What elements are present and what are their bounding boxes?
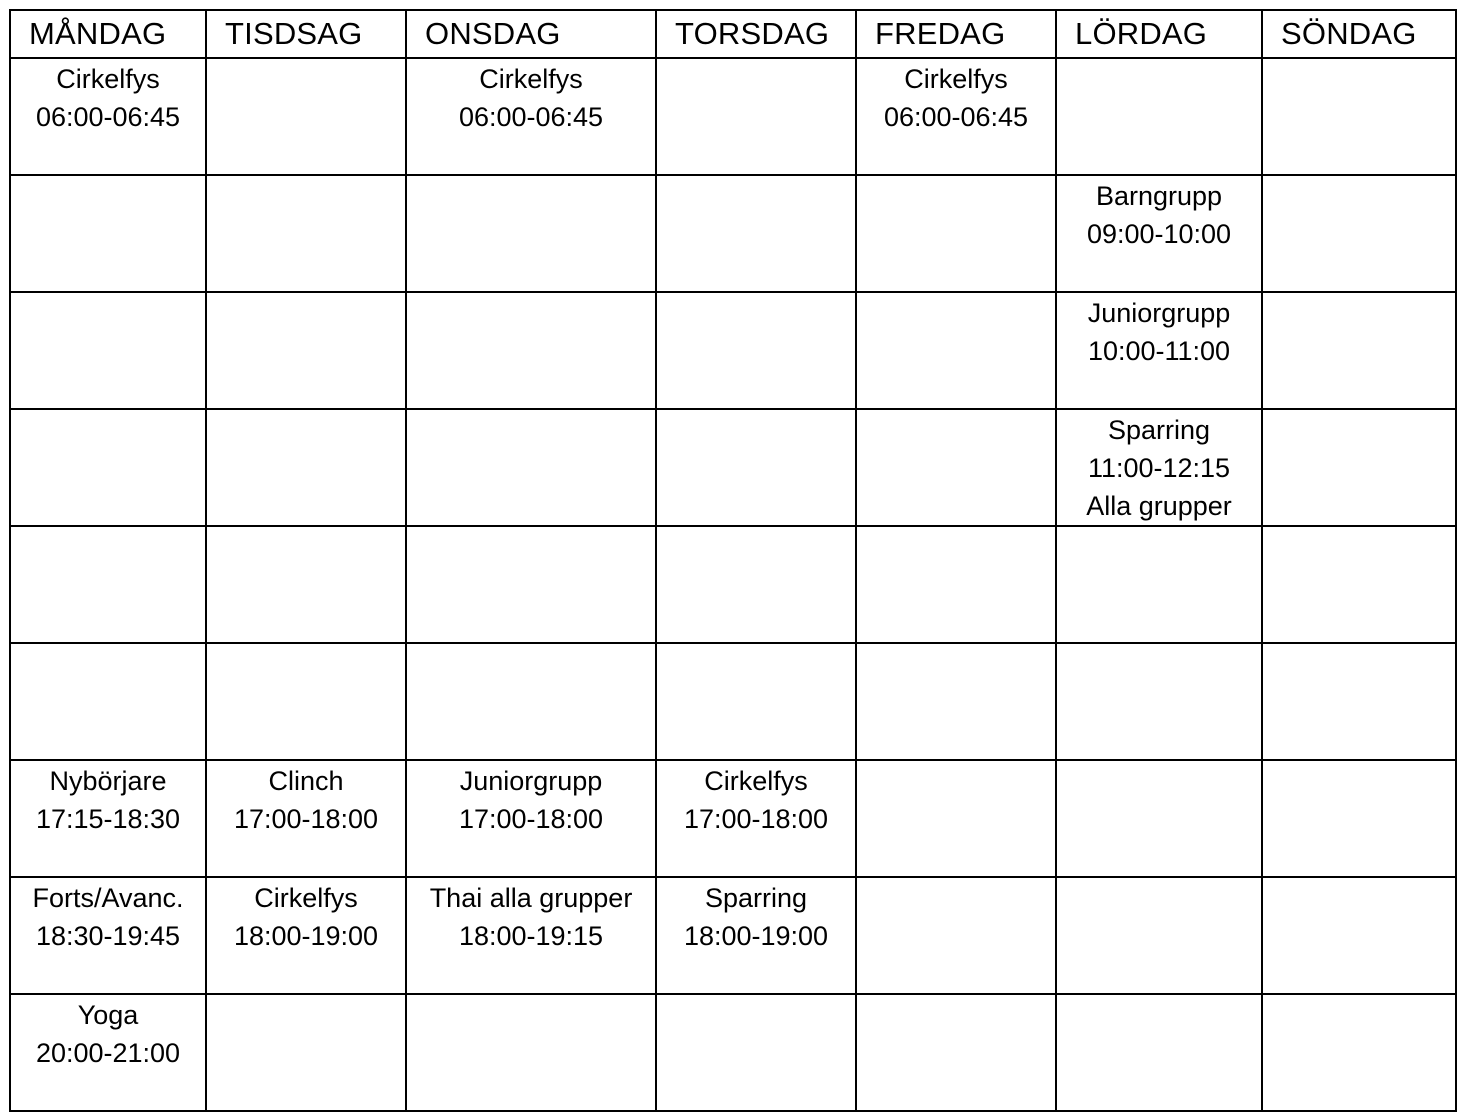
session-name: Clinch — [268, 766, 344, 796]
day-header: ONSDAG — [406, 10, 656, 58]
empty-cell — [1262, 175, 1456, 292]
header-row — [10, 10, 1456, 58]
session-time: 10:00-11:00 — [1087, 336, 1231, 366]
empty-cell — [1262, 994, 1456, 1111]
empty-cell — [206, 58, 406, 175]
empty-cell — [856, 994, 1056, 1111]
empty-cell — [656, 175, 856, 292]
empty-cell — [10, 526, 206, 643]
session-time: 11:00-12:15 — [1087, 453, 1231, 483]
session-time: 06:00-06:45 — [458, 102, 604, 132]
empty-cell — [1056, 994, 1262, 1111]
empty-cell — [1056, 526, 1262, 643]
session-cell — [10, 994, 206, 1111]
schedule-body — [10, 58, 1456, 1111]
session-name: Sparring — [704, 883, 808, 913]
empty-cell — [10, 409, 206, 526]
session-time: 18:00-19:00 — [233, 921, 379, 951]
weekly-schedule-table — [9, 9, 1457, 1112]
session-time: 06:00-06:45 — [35, 102, 181, 132]
empty-cell — [206, 175, 406, 292]
empty-cell — [406, 409, 656, 526]
empty-cell — [656, 526, 856, 643]
empty-cell — [406, 292, 656, 409]
empty-cell — [1262, 877, 1456, 994]
session-cell — [1056, 175, 1262, 292]
session-time: 18:30-19:45 — [35, 921, 181, 951]
session-time: 17:00-18:00 — [683, 804, 829, 834]
session-name: Cirkelfys — [479, 64, 583, 94]
day-header: FREDAG — [856, 10, 1056, 58]
empty-cell — [856, 409, 1056, 526]
empty-cell — [856, 877, 1056, 994]
schedule-row — [10, 994, 1456, 1111]
session-time: 06:00-06:45 — [883, 102, 1029, 132]
day-header: MÅNDAG — [10, 10, 206, 58]
session-cell — [856, 58, 1056, 175]
empty-cell — [856, 643, 1056, 760]
schedule-row — [10, 175, 1456, 292]
empty-cell — [206, 994, 406, 1111]
session-name: Cirkelfys — [254, 883, 358, 913]
session-name: Yoga — [77, 1000, 139, 1030]
session-time: 18:00-19:00 — [683, 921, 829, 951]
empty-cell — [1262, 292, 1456, 409]
empty-cell — [656, 58, 856, 175]
session-name: Cirkelfys — [56, 64, 160, 94]
session-cell — [10, 760, 206, 877]
session-note: Alla grupper — [1086, 491, 1232, 521]
session-cell — [406, 877, 656, 994]
schedule-row — [10, 877, 1456, 994]
session-cell — [656, 877, 856, 994]
session-cell — [406, 58, 656, 175]
empty-cell — [856, 760, 1056, 877]
empty-cell — [1056, 877, 1262, 994]
session-time: 09:00-10:00 — [1086, 219, 1232, 249]
session-name: Juniorgrupp — [459, 766, 603, 796]
empty-cell — [406, 526, 656, 643]
empty-cell — [10, 292, 206, 409]
empty-cell — [856, 526, 1056, 643]
session-name: Nybörjare — [49, 766, 167, 796]
session-cell — [406, 760, 656, 877]
empty-cell — [656, 994, 856, 1111]
empty-cell — [206, 409, 406, 526]
session-cell — [1056, 292, 1262, 409]
session-name: Thai alla grupper — [429, 883, 633, 913]
empty-cell — [406, 994, 656, 1111]
session-time: 17:00-18:00 — [458, 804, 604, 834]
session-cell — [656, 760, 856, 877]
day-header: TORSDAG — [656, 10, 856, 58]
day-header: TISDSAG — [206, 10, 406, 58]
empty-cell — [656, 643, 856, 760]
session-name: Cirkelfys — [704, 766, 808, 796]
session-cell — [10, 58, 206, 175]
day-header: LÖRDAG — [1056, 10, 1262, 58]
empty-cell — [406, 643, 656, 760]
session-name: Sparring — [1107, 415, 1211, 445]
session-cell — [206, 877, 406, 994]
empty-cell — [206, 292, 406, 409]
session-cell — [206, 760, 406, 877]
schedule-row — [10, 58, 1456, 175]
empty-cell — [1056, 760, 1262, 877]
session-cell — [10, 877, 206, 994]
schedule-row — [10, 526, 1456, 643]
session-name: Cirkelfys — [904, 64, 1008, 94]
empty-cell — [656, 292, 856, 409]
empty-cell — [856, 175, 1056, 292]
schedule-row — [10, 643, 1456, 760]
day-header: SÖNDAG — [1262, 10, 1456, 58]
session-name: Juniorgrupp — [1087, 298, 1231, 328]
session-time: 18:00-19:15 — [458, 921, 604, 951]
empty-cell — [1262, 760, 1456, 877]
empty-cell — [1262, 409, 1456, 526]
empty-cell — [1262, 643, 1456, 760]
empty-cell — [206, 526, 406, 643]
empty-cell — [406, 175, 656, 292]
session-cell — [1056, 409, 1262, 526]
schedule-row — [10, 409, 1456, 526]
empty-cell — [10, 643, 206, 760]
schedule-header — [10, 10, 1456, 58]
session-name: Barngrupp — [1095, 181, 1223, 211]
session-time: 17:00-18:00 — [233, 804, 379, 834]
empty-cell — [656, 409, 856, 526]
session-time: 20:00-21:00 — [35, 1038, 181, 1068]
schedule-row — [10, 760, 1456, 877]
empty-cell — [1056, 58, 1262, 175]
empty-cell — [856, 292, 1056, 409]
empty-cell — [1262, 526, 1456, 643]
schedule-row — [10, 292, 1456, 409]
empty-cell — [206, 643, 406, 760]
empty-cell — [10, 175, 206, 292]
empty-cell — [1056, 643, 1262, 760]
empty-cell — [1262, 58, 1456, 175]
session-time: 17:15-18:30 — [35, 804, 181, 834]
session-name: Forts/Avanc. — [32, 883, 184, 913]
